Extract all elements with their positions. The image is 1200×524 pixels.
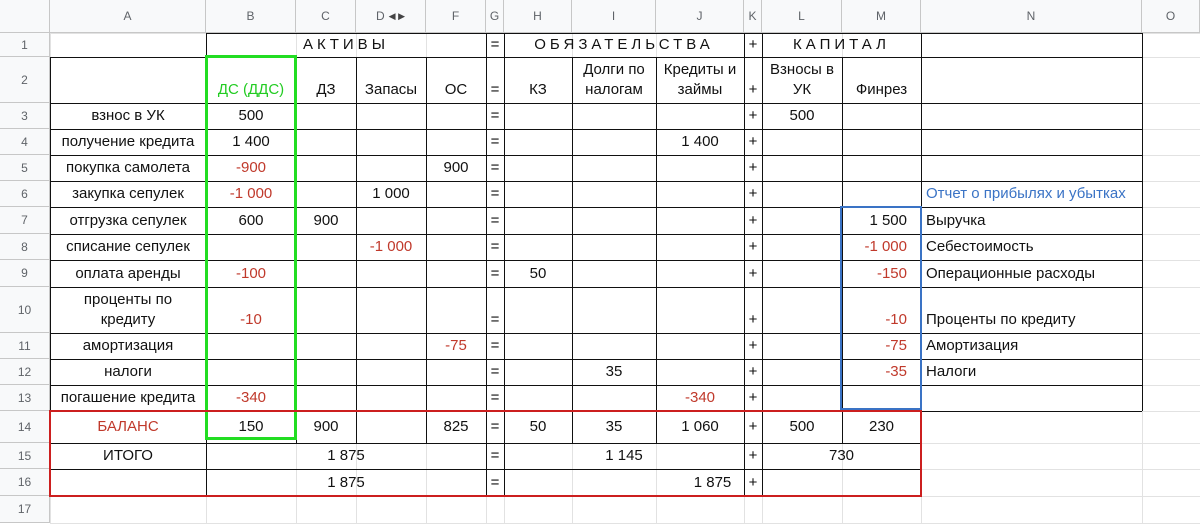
cell-dz[interactable] bbox=[296, 287, 356, 333]
header-kapital: КАПИТАЛ bbox=[793, 36, 890, 53]
column-letter: M bbox=[876, 9, 886, 23]
row-header-10[interactable] bbox=[0, 287, 50, 333]
cell-dz[interactable] bbox=[296, 155, 356, 181]
column-header-m[interactable] bbox=[842, 0, 921, 33]
plus-sign: + bbox=[748, 418, 758, 435]
balance-kz[interactable]: 50 bbox=[529, 418, 547, 435]
cell-ds[interactable]: -100 bbox=[235, 264, 267, 282]
table-border bbox=[50, 57, 1142, 58]
cell-zapasy[interactable] bbox=[356, 103, 426, 129]
table-border bbox=[572, 57, 573, 443]
pnl-label[interactable]: Выручка bbox=[926, 211, 986, 229]
equals-sign: = bbox=[490, 211, 500, 229]
equals-sign: = bbox=[490, 159, 500, 176]
balance-ds[interactable]: 150 bbox=[238, 418, 264, 435]
cell-kredity[interactable] bbox=[656, 234, 744, 260]
equals-sign: = bbox=[490, 447, 500, 464]
cell-vznosy[interactable] bbox=[762, 333, 842, 359]
cell-zapasy[interactable] bbox=[356, 207, 426, 234]
operation-label[interactable]: отгрузка сепулек bbox=[69, 211, 187, 229]
operation-label[interactable]: списание сепулек bbox=[66, 238, 190, 255]
column-header-g[interactable] bbox=[486, 0, 504, 33]
cell-kredity[interactable]: 1 400 bbox=[681, 133, 719, 150]
row-number: 1 bbox=[21, 37, 28, 52]
row-number: 5 bbox=[21, 160, 28, 175]
column-header-a[interactable] bbox=[50, 0, 206, 33]
header-obyazatelstva: ОБЯЗАТЕЛЬСТВА bbox=[534, 36, 714, 53]
column-letter: F bbox=[451, 9, 460, 23]
cell-os[interactable]: -75 bbox=[445, 337, 467, 354]
equals-sign: = bbox=[490, 418, 500, 435]
cell-ds[interactable] bbox=[206, 359, 296, 385]
table-border bbox=[50, 333, 1142, 334]
cell-zapasy[interactable] bbox=[356, 260, 426, 287]
table-border bbox=[50, 411, 1142, 412]
row-header-4[interactable] bbox=[0, 129, 50, 155]
itogo-aktivy[interactable]: 1 875 bbox=[327, 447, 365, 464]
pnl-label[interactable] bbox=[921, 103, 1142, 129]
equals-sign: = bbox=[490, 107, 500, 124]
row-header-8[interactable] bbox=[0, 234, 50, 260]
cell-zapasy[interactable] bbox=[356, 385, 426, 411]
operation-label[interactable]: покупка самолета bbox=[65, 159, 191, 176]
row-number: 4 bbox=[21, 134, 28, 149]
equals-sign: = bbox=[490, 337, 500, 354]
cell-vznosy[interactable] bbox=[762, 207, 842, 234]
row-number: 14 bbox=[17, 419, 32, 434]
operation-label[interactable]: погашение кредита bbox=[60, 389, 196, 406]
plus-sign: + bbox=[748, 311, 758, 328]
cell-ds[interactable]: -1 000 bbox=[229, 185, 273, 202]
column-header-i[interactable] bbox=[572, 0, 656, 33]
cell-zapasy[interactable] bbox=[356, 333, 426, 359]
cell-kredity[interactable] bbox=[656, 207, 744, 234]
subheader-zapasy: Запасы bbox=[364, 81, 418, 98]
cell-kz[interactable] bbox=[504, 385, 572, 411]
cell-finrez[interactable] bbox=[842, 385, 921, 411]
cell-kredity[interactable] bbox=[656, 181, 744, 207]
cell-dz[interactable] bbox=[296, 333, 356, 359]
cell-dolgi[interactable] bbox=[572, 103, 656, 129]
cell-ds[interactable] bbox=[206, 234, 296, 260]
table-border bbox=[206, 33, 1142, 34]
balance-finrez[interactable]: 230 bbox=[868, 418, 895, 435]
cell-os[interactable] bbox=[426, 359, 486, 385]
pnl-label[interactable]: Амортизация bbox=[926, 337, 1019, 354]
cell-zapasy[interactable] bbox=[356, 359, 426, 385]
column-letter: J bbox=[696, 9, 703, 23]
cell-dolgi[interactable] bbox=[572, 287, 656, 333]
pnl-label[interactable] bbox=[921, 129, 1142, 155]
total-passivy[interactable]: 1 875 bbox=[693, 473, 732, 491]
table-border bbox=[426, 57, 427, 443]
plus-sign: + bbox=[748, 389, 758, 406]
cell-dolgi[interactable] bbox=[572, 181, 656, 207]
cell-kredity[interactable] bbox=[656, 333, 744, 359]
select-all-corner[interactable] bbox=[0, 0, 50, 33]
plus-sign: + bbox=[748, 447, 758, 464]
column-header-l[interactable] bbox=[762, 0, 842, 33]
row-header-16[interactable] bbox=[0, 469, 50, 496]
column-header-h[interactable] bbox=[504, 0, 572, 33]
cell-finrez[interactable] bbox=[842, 181, 921, 207]
cell-finrez[interactable]: -150 bbox=[876, 264, 907, 282]
cell-os[interactable] bbox=[426, 260, 486, 287]
cell-kredity[interactable]: -340 bbox=[684, 389, 716, 406]
column-letter: I bbox=[611, 9, 616, 23]
cell-vznosy[interactable] bbox=[762, 155, 842, 181]
table-border bbox=[50, 496, 921, 497]
row-header-11[interactable] bbox=[0, 333, 50, 359]
table-border bbox=[296, 57, 297, 443]
cell-os[interactable] bbox=[426, 234, 486, 260]
column-header-o[interactable] bbox=[1142, 0, 1200, 33]
row-header-13[interactable] bbox=[0, 385, 50, 411]
cell-os[interactable] bbox=[426, 103, 486, 129]
equals-sign: = bbox=[490, 473, 500, 491]
cell-dolgi[interactable] bbox=[572, 260, 656, 287]
equals-sign: = bbox=[490, 264, 500, 282]
cell-finrez[interactable]: 1 500 bbox=[869, 211, 907, 229]
pnl-label[interactable] bbox=[921, 385, 1142, 411]
plus-sign: + bbox=[748, 36, 758, 53]
row-number: 12 bbox=[17, 364, 32, 379]
row-header-2[interactable] bbox=[0, 57, 50, 103]
itogo-label[interactable]: ИТОГО bbox=[103, 447, 153, 464]
table-border bbox=[50, 103, 1142, 104]
cell-kz[interactable] bbox=[504, 234, 572, 260]
pnl-label[interactable]: Себестоимость bbox=[926, 238, 1034, 255]
column-header-k[interactable] bbox=[744, 0, 762, 33]
cell-dz[interactable] bbox=[296, 103, 356, 129]
column-letter: H bbox=[533, 9, 542, 23]
cell-zapasy[interactable] bbox=[356, 287, 426, 333]
column-letter: A bbox=[123, 9, 132, 23]
table-border bbox=[486, 33, 487, 496]
pnl-label[interactable]: Операционные расходы bbox=[926, 264, 1096, 282]
column-header-j[interactable] bbox=[656, 0, 744, 33]
row-number: 17 bbox=[17, 502, 32, 516]
plus-sign: + bbox=[748, 107, 758, 124]
plus-sign: + bbox=[748, 133, 758, 150]
row-header-7[interactable] bbox=[0, 207, 50, 234]
table-border bbox=[842, 57, 843, 443]
table-border bbox=[744, 33, 745, 496]
cell-dolgi[interactable] bbox=[572, 155, 656, 181]
table-border bbox=[50, 57, 51, 496]
cell-vznosy[interactable] bbox=[762, 129, 842, 155]
subheader-ds: ДС (ДДС) bbox=[217, 81, 285, 98]
cell-dz[interactable]: 900 bbox=[313, 211, 339, 229]
column-letter: B bbox=[246, 9, 255, 23]
row-number: 7 bbox=[21, 213, 28, 227]
cell-os[interactable] bbox=[426, 129, 486, 155]
table-border bbox=[50, 207, 1142, 208]
column-letter: G bbox=[489, 9, 500, 23]
plus-sign: + bbox=[748, 363, 758, 380]
subheader-kz: КЗ bbox=[529, 81, 547, 98]
equals-sign: = bbox=[490, 238, 500, 255]
cell-os[interactable] bbox=[426, 181, 486, 207]
cell-kredity[interactable] bbox=[656, 155, 744, 181]
cell-kz[interactable] bbox=[504, 103, 572, 129]
cell-dolgi[interactable] bbox=[572, 129, 656, 155]
equals-sign: = bbox=[490, 389, 500, 406]
table-border bbox=[504, 33, 505, 496]
cell-kz[interactable] bbox=[504, 333, 572, 359]
plus-sign: + bbox=[748, 81, 758, 98]
cell-ds[interactable]: -900 bbox=[235, 159, 267, 176]
pnl-label[interactable] bbox=[921, 155, 1142, 181]
cell-ds[interactable]: 600 bbox=[238, 211, 264, 229]
cell-dolgi[interactable] bbox=[572, 234, 656, 260]
pnl-label[interactable]: Налоги bbox=[926, 363, 977, 380]
subheader-dolgi: Долги по налогам bbox=[583, 61, 645, 98]
cell-dz[interactable] bbox=[296, 385, 356, 411]
row-header-3[interactable] bbox=[0, 103, 50, 129]
cell-os[interactable] bbox=[426, 207, 486, 234]
row-header-17[interactable] bbox=[0, 496, 50, 523]
cell-vznosy[interactable] bbox=[762, 359, 842, 385]
equals-sign: = bbox=[490, 185, 500, 202]
cell-ds[interactable]: 500 bbox=[238, 107, 264, 124]
cell-ds[interactable]: -340 bbox=[235, 389, 267, 406]
plus-sign: + bbox=[748, 473, 758, 491]
equals-sign: = bbox=[490, 311, 500, 328]
operation-label[interactable]: проценты по кредиту bbox=[83, 291, 173, 328]
table-border bbox=[50, 181, 1142, 182]
itogo-obyazatelstva[interactable]: 1 145 bbox=[605, 447, 643, 464]
row-header-1[interactable] bbox=[0, 33, 50, 57]
cell-finrez[interactable] bbox=[842, 155, 921, 181]
row-number: 9 bbox=[21, 266, 28, 280]
cell-dz[interactable] bbox=[296, 260, 356, 287]
cell-kredity[interactable] bbox=[656, 103, 744, 129]
cell-dz[interactable] bbox=[296, 181, 356, 207]
column-header-d[interactable] bbox=[356, 0, 426, 33]
row-number: 16 bbox=[17, 475, 32, 489]
subheader-finrez: Финрез bbox=[855, 81, 908, 98]
cell-finrez[interactable]: -35 bbox=[885, 363, 907, 380]
column-letter: L bbox=[798, 9, 805, 23]
cell-finrez[interactable] bbox=[842, 103, 921, 129]
cell-finrez[interactable]: -1 000 bbox=[864, 238, 907, 255]
cell-os[interactable] bbox=[426, 287, 486, 333]
table-border bbox=[50, 287, 1142, 288]
balance-vznosy[interactable]: 500 bbox=[789, 418, 815, 435]
row-number: 10 bbox=[17, 302, 32, 317]
hidden-column-arrows-icon[interactable]: ◀ ▶ bbox=[388, 10, 405, 21]
cell-os[interactable]: 900 bbox=[443, 159, 469, 176]
balance-dolgi[interactable]: 35 bbox=[605, 418, 623, 435]
row-number: 13 bbox=[17, 390, 32, 405]
table-border bbox=[206, 33, 207, 496]
cell-ds[interactable]: -10 bbox=[240, 311, 262, 328]
plus-sign: + bbox=[748, 185, 758, 202]
cell-dz[interactable] bbox=[296, 359, 356, 385]
cell-dz[interactable] bbox=[296, 234, 356, 260]
cell-kz[interactable] bbox=[504, 181, 572, 207]
balance-label[interactable]: БАЛАНС bbox=[97, 418, 159, 435]
table-border bbox=[356, 57, 357, 443]
cell-dolgi[interactable]: 35 bbox=[605, 363, 623, 380]
table-border bbox=[50, 260, 1142, 261]
row-number: 11 bbox=[18, 338, 31, 353]
cell-kz[interactable]: 50 bbox=[529, 264, 547, 282]
row-number: 3 bbox=[21, 108, 28, 123]
balance-os[interactable]: 825 bbox=[443, 418, 469, 435]
table-border bbox=[1142, 33, 1143, 411]
row-number: 6 bbox=[21, 186, 28, 201]
cell-vznosy[interactable]: 500 bbox=[789, 107, 815, 124]
row-header-5[interactable] bbox=[0, 155, 50, 181]
cell-os[interactable] bbox=[426, 385, 486, 411]
column-letter: D bbox=[375, 9, 385, 23]
row-number: 2 bbox=[21, 72, 28, 87]
column-letter: O bbox=[1165, 9, 1176, 23]
pnl-label[interactable]: Проценты по кредиту bbox=[926, 311, 1076, 328]
cell-dolgi[interactable] bbox=[572, 333, 656, 359]
column-header-c[interactable] bbox=[296, 0, 356, 33]
cell-finrez[interactable]: -75 bbox=[885, 337, 907, 354]
cell-vznosy[interactable] bbox=[762, 260, 842, 287]
cell-dz[interactable] bbox=[296, 129, 356, 155]
column-letter: N bbox=[1026, 9, 1036, 23]
equals-sign: = bbox=[490, 363, 500, 380]
subheader-os: ОС bbox=[444, 81, 468, 98]
equals-sign: = bbox=[490, 36, 500, 53]
plus-sign: + bbox=[748, 211, 758, 229]
row-number: 15 bbox=[17, 448, 32, 463]
column-header-f[interactable] bbox=[426, 0, 486, 33]
table-border bbox=[50, 155, 1142, 156]
header-aktivy: АКТИВЫ bbox=[303, 36, 389, 53]
cell-ds[interactable]: 1 400 bbox=[232, 133, 270, 150]
cell-ds[interactable] bbox=[206, 333, 296, 359]
operation-label[interactable]: налоги bbox=[104, 363, 152, 380]
itogo-kapital[interactable]: 730 bbox=[828, 447, 855, 464]
table-border bbox=[50, 234, 1142, 235]
operation-label[interactable]: взнос в УК bbox=[91, 107, 165, 124]
cell-dolgi[interactable] bbox=[572, 385, 656, 411]
plus-sign: + bbox=[748, 337, 758, 354]
table-border bbox=[50, 359, 1142, 360]
balance-kredity[interactable]: 1 060 bbox=[681, 418, 719, 435]
subheader-kredity: Кредиты и займы bbox=[663, 61, 737, 98]
cell-vznosy[interactable] bbox=[762, 287, 842, 333]
subheader-dz: ДЗ bbox=[316, 81, 336, 98]
total-aktivy[interactable]: 1 875 bbox=[327, 473, 365, 491]
plus-sign: + bbox=[748, 264, 758, 282]
cell-kz[interactable] bbox=[504, 359, 572, 385]
cell-kz[interactable] bbox=[504, 155, 572, 181]
operation-label[interactable]: закупка сепулек bbox=[72, 185, 184, 202]
balance-dz[interactable]: 900 bbox=[313, 418, 339, 435]
table-border bbox=[50, 129, 1142, 130]
column-header-n[interactable] bbox=[921, 0, 1142, 33]
equals-sign: = bbox=[490, 133, 500, 150]
plus-sign: + bbox=[748, 238, 758, 255]
cell-kredity[interactable] bbox=[656, 287, 744, 333]
cell-kz[interactable] bbox=[504, 129, 572, 155]
cell-vznosy[interactable] bbox=[762, 181, 842, 207]
cell-finrez[interactable] bbox=[842, 129, 921, 155]
table-border bbox=[921, 33, 922, 496]
row-number: 8 bbox=[21, 239, 28, 254]
cell-zapasy[interactable] bbox=[356, 129, 426, 155]
cell-kredity[interactable] bbox=[656, 260, 744, 287]
equals-sign: = bbox=[490, 81, 500, 98]
column-letter: C bbox=[321, 9, 330, 23]
row-header-15[interactable] bbox=[0, 443, 50, 469]
cell-vznosy[interactable] bbox=[762, 385, 842, 411]
table-border bbox=[762, 33, 763, 496]
cell-zapasy[interactable] bbox=[356, 155, 426, 181]
row-header-6[interactable] bbox=[0, 181, 50, 207]
column-header-b[interactable] bbox=[206, 0, 296, 33]
row-header-14[interactable] bbox=[0, 411, 50, 443]
balance-zapasy[interactable] bbox=[356, 411, 426, 443]
plus-sign: + bbox=[748, 159, 758, 176]
table-border bbox=[656, 57, 657, 443]
operation-label[interactable]: амортизация bbox=[82, 337, 174, 354]
cell-finrez[interactable]: -10 bbox=[885, 311, 907, 328]
operation-label[interactable]: оплата аренды bbox=[75, 264, 181, 282]
pnl-label[interactable]: Отчет о прибылях и убытках bbox=[926, 185, 1126, 202]
operation-label[interactable]: получение кредита bbox=[61, 133, 195, 150]
column-letter: K bbox=[748, 9, 757, 23]
cell-zapasy[interactable]: -1 000 bbox=[369, 238, 413, 255]
table-border bbox=[50, 385, 1142, 386]
cell-kz[interactable] bbox=[504, 207, 572, 234]
subheader-vznosy: Взносы в УК bbox=[770, 61, 834, 98]
cell-vznosy[interactable] bbox=[762, 234, 842, 260]
row-header-9[interactable] bbox=[0, 260, 50, 287]
cell-kz[interactable] bbox=[504, 287, 572, 333]
cell-dolgi[interactable] bbox=[572, 207, 656, 234]
cell-zapasy[interactable]: 1 000 bbox=[372, 185, 410, 202]
row-header-12[interactable] bbox=[0, 359, 50, 385]
cell-kredity[interactable] bbox=[656, 359, 744, 385]
